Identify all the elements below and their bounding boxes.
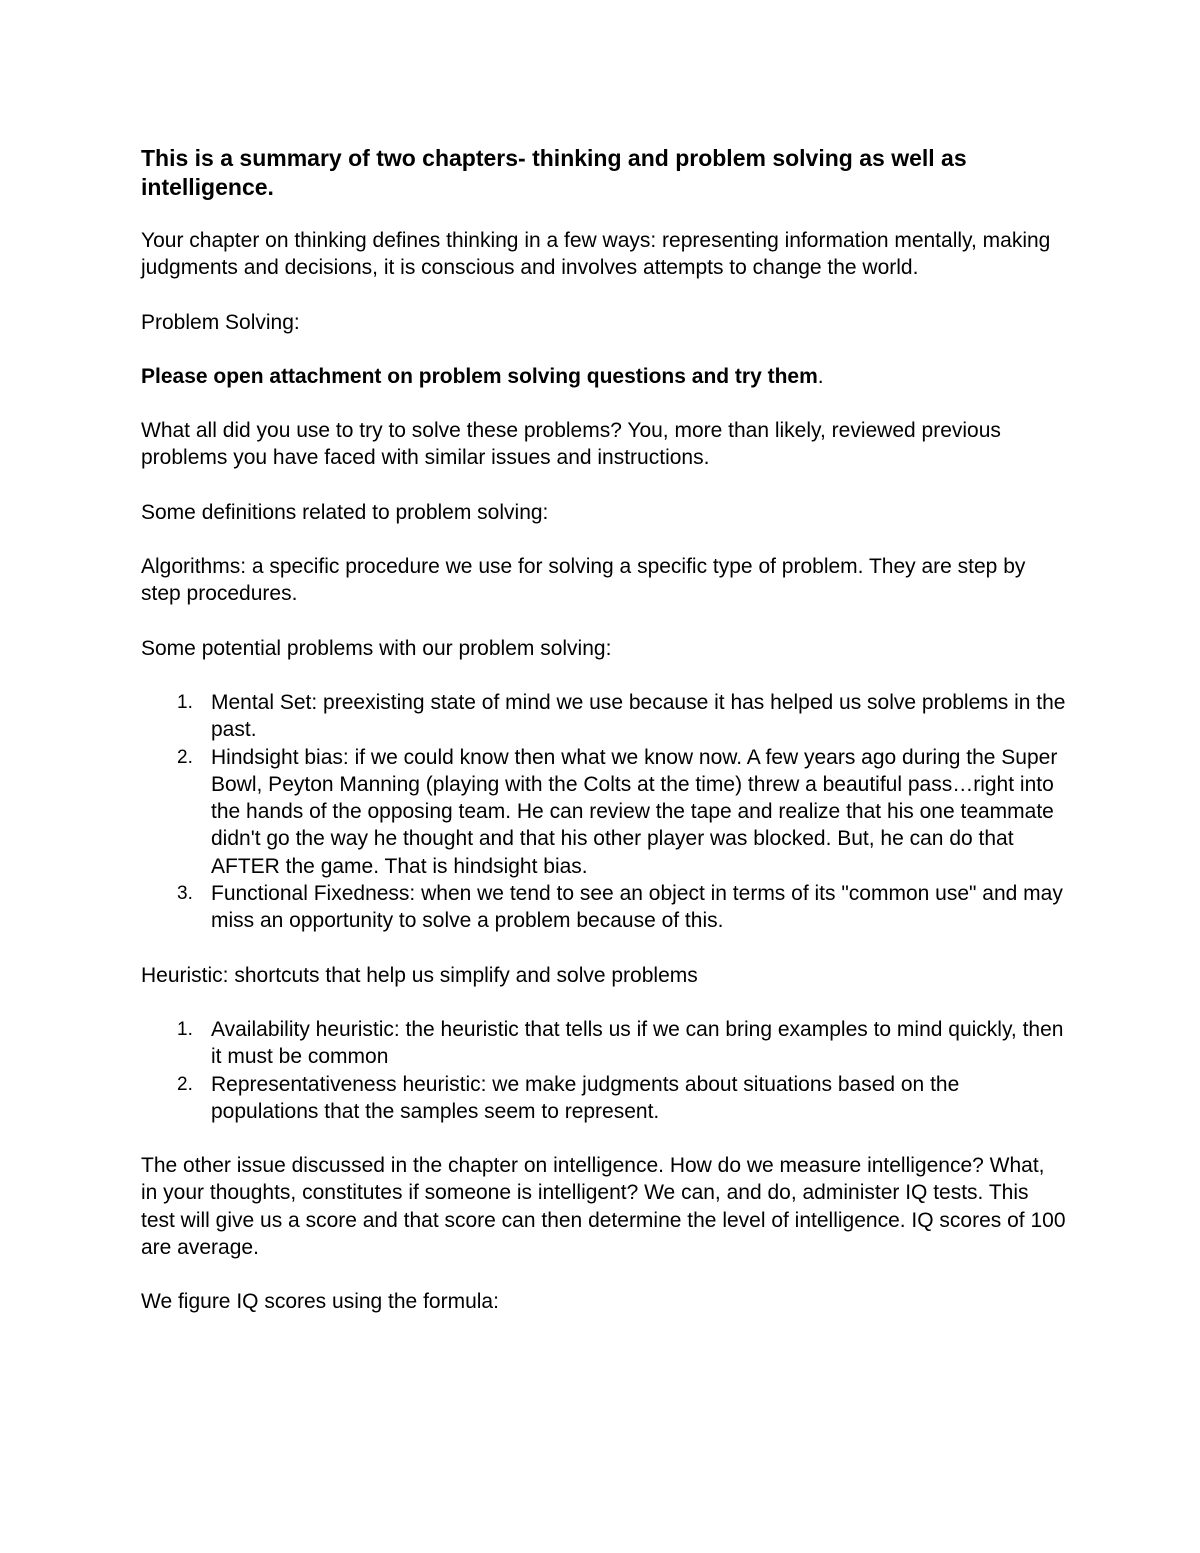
list-item <box>141 1016 1066 1071</box>
problems-list <box>141 689 1066 935</box>
list-item <box>141 880 1066 935</box>
list-item <box>141 689 1066 744</box>
list-item <box>141 744 1066 880</box>
list-item-text: Hindsight bias: if we could know then what we know now. A few years ago during the Super Bowl, Peyton Manning (playing with the Colts at the time) threw a beautiful pass…right into the hands of the opposing team. He can review the tape and realize that his one teammate didn't go the way he thought and that his other player was blocked. But, he can do that AFTER the game. That is hindsight bias. <box>211 745 1058 878</box>
intelligence-paragraph: The other issue discussed in the chapter on intelligence. How do we measure intelligence? What, in your thoughts, constitutes if someone is intelligent? We can, and do, administer IQ tests. This test will give us a score and that score can then determine the level of intelligence. IQ scores of 100 are average. <box>141 1154 1066 1260</box>
algorithms-paragraph: Algorithms: a specific procedure we use for solving a specific type of problem. They are step by step procedures. <box>141 555 1026 606</box>
thinking-definition-paragraph: Your chapter on thinking defines thinking in a few ways: representing information mentally, making judgments and decisions, it is conscious and involves attempts to change the world. <box>141 229 1051 280</box>
heuristics-list <box>141 1016 1066 1125</box>
potential-problems-intro: Some potential problems with our problem solving: <box>141 636 612 660</box>
list-item-number: 2. <box>177 746 193 768</box>
list-item-number: 3. <box>177 883 193 905</box>
what-all-paragraph: What all did you use to try to solve these problems? You, more than likely, reviewed previous problems you have faced with similar issues and instructions. <box>141 419 1001 470</box>
definitions-intro: Some definitions related to problem solving: <box>141 500 549 524</box>
attachment-instruction <box>141 363 1066 390</box>
document-title: This is a summary of two chapters- thinking and problem solving as well as intelligence. <box>141 145 967 200</box>
list-item <box>141 1071 1066 1126</box>
formula-intro: We figure IQ scores using the formula: <box>141 1290 499 1314</box>
attachment-instruction-period: . <box>817 364 824 388</box>
list-item-text: Availability heuristic: the heuristic that tells us if we can bring examples to mind quickly, then it must be common <box>211 1017 1064 1069</box>
attachment-instruction-bold: Please open attachment on problem solving questions and try them <box>141 364 818 388</box>
list-item-number: 2. <box>177 1073 193 1095</box>
list-item-text: Representativeness heuristic: we make judgments about situations based on the populations that the samples seem to represent. <box>211 1072 960 1123</box>
list-item-text: Mental Set: preexisting state of mind we use because it has helped us solve problems in the past. <box>211 690 1066 742</box>
heuristic-intro: Heuristic: shortcuts that help us simplify and solve problems <box>141 963 698 987</box>
list-item-number: 1. <box>177 691 193 713</box>
list-item-number: 1. <box>177 1018 193 1040</box>
document-page <box>141 144 1066 1343</box>
list-item-text: Functional Fixedness: when we tend to see an object in terms of its "common use" and may miss an opportunity to solve a problem because of this. <box>211 882 1063 933</box>
problem-solving-heading: Problem Solving: <box>141 310 300 334</box>
